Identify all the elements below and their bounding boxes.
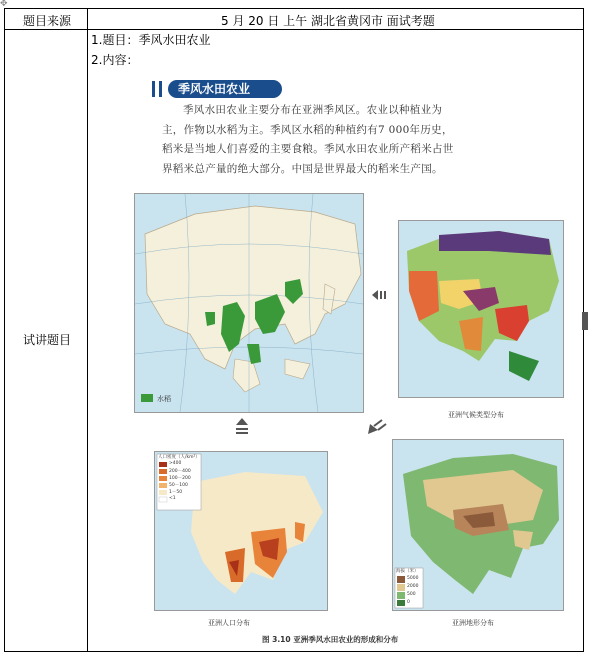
population-legend-title: 人口密度（人/km²） — [158, 455, 200, 460]
banner-bars — [152, 81, 162, 97]
content-line: 2.内容： — [91, 53, 139, 67]
section-banner — [152, 80, 282, 98]
label-column-divider — [87, 9, 88, 651]
topic-line: 1.题目：季风水田农业 — [91, 33, 211, 47]
terrain-map — [392, 439, 564, 611]
textbook-image — [122, 76, 584, 648]
terrain-legend-item: 500 — [407, 592, 416, 597]
row-label: 试讲题目 — [23, 333, 72, 347]
table-move-handle-icon[interactable]: ✥ — [0, 0, 8, 9]
terrain-map-caption: 亚洲地形分布 — [452, 619, 494, 627]
arrow-diagonal-icon — [366, 416, 390, 436]
terrain-legend-title: 海拔（米） — [396, 569, 419, 574]
terrain-legend-item: 0 — [407, 600, 410, 605]
arrow-left-icon — [370, 288, 390, 302]
population-legend-item: 200－400 — [169, 469, 191, 474]
header-value: 5 月 20 日 上午 湖北省黄冈市 面试考题 — [221, 14, 435, 28]
population-legend-item: 50－100 — [169, 483, 188, 488]
banner-title: 季风水田农业 — [168, 80, 282, 98]
textbook-paragraph: 季风水田农业主要分布在亚洲季风区。农业以种植业为主，作物以水稻为主。季风区水稻的种植约有7 000年历史，稻米是当地人们喜爱的主要食粮。季风水田农业所产稻米占世界稻米总产量的绝大部分。中国是世界最大的稻米生产国。 — [162, 104, 454, 175]
scroll-marker-icon — [582, 312, 588, 330]
population-legend-item: 1－50 — [169, 490, 183, 495]
rice-distribution-map — [134, 193, 364, 413]
arrow-up-icon — [234, 416, 250, 438]
population-map — [154, 451, 328, 611]
header-label: 题目来源 — [23, 14, 72, 28]
terrain-legend-item: 2000 — [407, 584, 419, 589]
figure-caption: 图 3.10 亚洲季风水田农业的形成和分布 — [262, 635, 399, 644]
population-legend-item: 100－200 — [169, 476, 191, 481]
terrain-legend-item: 5000 — [407, 576, 419, 581]
rice-legend: 水稻 — [157, 395, 171, 403]
header-row-divider — [5, 29, 583, 30]
climate-type-map — [398, 220, 564, 398]
population-map-caption: 亚洲人口分布 — [208, 619, 250, 627]
population-legend-item: <1 — [169, 496, 176, 501]
climate-map-caption: 亚洲气候类型分布 — [448, 411, 504, 419]
population-legend-item: >400 — [169, 461, 182, 466]
